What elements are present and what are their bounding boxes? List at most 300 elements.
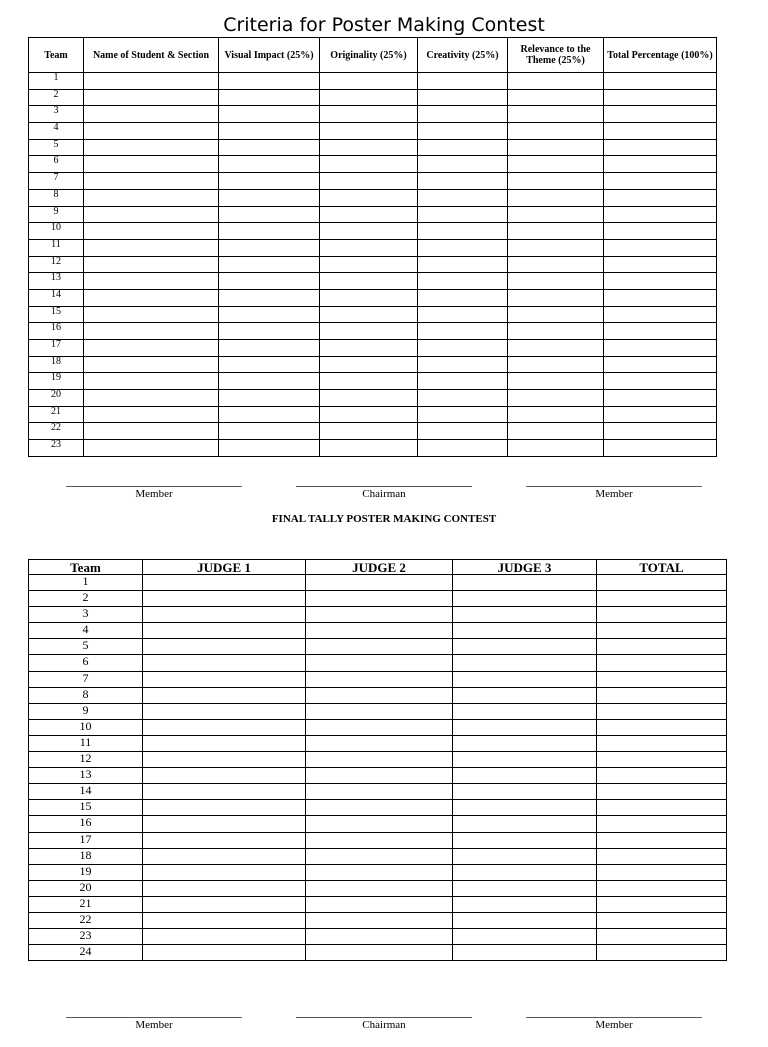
creativity-cell[interactable] <box>418 106 508 123</box>
total-cell[interactable] <box>597 800 727 816</box>
judge-2-cell[interactable] <box>306 816 453 832</box>
table-row <box>29 912 727 928</box>
visual-impact-cell[interactable] <box>219 239 320 256</box>
table-row <box>29 945 727 961</box>
total-cell[interactable] <box>597 848 727 864</box>
team-number-cell: 17 <box>29 832 143 848</box>
judge-2-cell[interactable] <box>306 912 453 928</box>
total-cell[interactable] <box>597 623 727 639</box>
total-cell[interactable] <box>597 719 727 735</box>
relevance-cell[interactable] <box>508 390 604 407</box>
total-cell[interactable] <box>597 655 727 671</box>
creativity-cell[interactable] <box>418 256 508 273</box>
relevance-cell[interactable] <box>508 323 604 340</box>
team-number-cell: 20 <box>29 880 143 896</box>
team-number-cell: 18 <box>29 356 84 373</box>
total-cell[interactable] <box>597 735 727 751</box>
signature-label: Member <box>595 1019 633 1031</box>
originality-cell[interactable] <box>320 156 418 173</box>
name-section-cell[interactable] <box>84 239 219 256</box>
judge-2-cell[interactable] <box>306 719 453 735</box>
relevance-cell[interactable] <box>508 440 604 457</box>
creativity-cell[interactable] <box>418 73 508 90</box>
column-header-total-percentage: Total Percentage (100%) <box>604 38 717 73</box>
name-section-cell[interactable] <box>84 289 219 306</box>
judge-1-cell[interactable] <box>143 671 306 687</box>
total-cell[interactable] <box>597 864 727 880</box>
visual-impact-cell[interactable] <box>219 423 320 440</box>
total-percentage-cell[interactable] <box>604 406 717 423</box>
tally-header-row <box>29 560 727 575</box>
table-row <box>29 106 717 123</box>
table-row <box>29 356 717 373</box>
judge-1-cell[interactable] <box>143 575 306 591</box>
total-cell[interactable] <box>597 784 727 800</box>
visual-impact-cell[interactable] <box>219 106 320 123</box>
team-number-cell: 15 <box>29 306 84 323</box>
judge-2-cell[interactable] <box>306 703 453 719</box>
visual-impact-cell[interactable] <box>219 223 320 240</box>
judge-3-cell[interactable] <box>453 880 597 896</box>
visual-impact-cell[interactable] <box>219 123 320 140</box>
table-row <box>29 816 727 832</box>
team-number-cell: 14 <box>29 784 143 800</box>
judge-3-cell[interactable] <box>453 864 597 880</box>
originality-cell[interactable] <box>320 356 418 373</box>
judge-2-cell[interactable] <box>306 768 453 784</box>
column-header-originality: Originality (25%) <box>320 38 418 73</box>
signature-row-top <box>0 486 768 516</box>
judge-3-cell[interactable] <box>453 575 597 591</box>
judge-3-cell[interactable] <box>453 752 597 768</box>
judge-2-cell[interactable] <box>306 575 453 591</box>
judge-3-cell[interactable] <box>453 671 597 687</box>
signature-chairman <box>296 486 472 500</box>
visual-impact-cell[interactable] <box>219 256 320 273</box>
relevance-cell[interactable] <box>508 306 604 323</box>
total-percentage-cell[interactable] <box>604 89 717 106</box>
team-number-cell: 24 <box>29 945 143 961</box>
signature-label: Chairman <box>362 488 406 500</box>
total-cell[interactable] <box>597 945 727 961</box>
name-section-cell[interactable] <box>84 123 219 140</box>
judge-3-cell[interactable] <box>453 591 597 607</box>
visual-impact-cell[interactable] <box>219 173 320 190</box>
originality-cell[interactable] <box>320 189 418 206</box>
relevance-cell[interactable] <box>508 106 604 123</box>
team-number-cell: 13 <box>29 768 143 784</box>
judge-2-cell[interactable] <box>306 800 453 816</box>
creativity-cell[interactable] <box>418 406 508 423</box>
total-percentage-cell[interactable] <box>604 390 717 407</box>
judge-2-cell[interactable] <box>306 880 453 896</box>
visual-impact-cell[interactable] <box>219 406 320 423</box>
judge-3-cell[interactable] <box>453 639 597 655</box>
relevance-cell[interactable] <box>508 406 604 423</box>
judge-2-cell[interactable] <box>306 848 453 864</box>
name-section-cell[interactable] <box>84 223 219 240</box>
table-row <box>29 800 727 816</box>
table-row <box>29 735 727 751</box>
table-row <box>29 73 717 90</box>
judge-2-cell[interactable] <box>306 929 453 945</box>
relevance-cell[interactable] <box>508 289 604 306</box>
column-header-visual-impact: Visual Impact (25%) <box>219 38 320 73</box>
originality-cell[interactable] <box>320 306 418 323</box>
originality-cell[interactable] <box>320 123 418 140</box>
total-percentage-cell[interactable] <box>604 139 717 156</box>
judge-2-cell[interactable] <box>306 687 453 703</box>
name-section-cell[interactable] <box>84 423 219 440</box>
name-section-cell[interactable] <box>84 340 219 357</box>
signature-line <box>526 486 702 487</box>
total-percentage-cell[interactable] <box>604 123 717 140</box>
total-percentage-cell[interactable] <box>604 256 717 273</box>
originality-cell[interactable] <box>320 106 418 123</box>
team-number-cell: 7 <box>29 173 84 190</box>
creativity-cell[interactable] <box>418 139 508 156</box>
total-percentage-cell[interactable] <box>604 340 717 357</box>
creativity-cell[interactable] <box>418 423 508 440</box>
judge-1-cell[interactable] <box>143 816 306 832</box>
relevance-cell[interactable] <box>508 356 604 373</box>
total-cell[interactable] <box>597 671 727 687</box>
judge-3-cell[interactable] <box>453 687 597 703</box>
visual-impact-cell[interactable] <box>219 306 320 323</box>
total-cell[interactable] <box>597 752 727 768</box>
total-percentage-cell[interactable] <box>604 73 717 90</box>
signature-row-bottom <box>0 1017 768 1047</box>
creativity-cell[interactable] <box>418 390 508 407</box>
signature-label: Member <box>135 1019 173 1031</box>
name-section-cell[interactable] <box>84 273 219 290</box>
judge-1-cell[interactable] <box>143 945 306 961</box>
name-section-cell[interactable] <box>84 256 219 273</box>
total-cell[interactable] <box>597 687 727 703</box>
originality-cell[interactable] <box>320 440 418 457</box>
table-row <box>29 423 717 440</box>
judge-1-cell[interactable] <box>143 784 306 800</box>
originality-cell[interactable] <box>320 239 418 256</box>
tally-table-body <box>29 575 727 961</box>
judge-1-cell[interactable] <box>143 623 306 639</box>
total-cell[interactable] <box>597 703 727 719</box>
total-percentage-cell[interactable] <box>604 356 717 373</box>
visual-impact-cell[interactable] <box>219 139 320 156</box>
name-section-cell[interactable] <box>84 440 219 457</box>
creativity-cell[interactable] <box>418 173 508 190</box>
judge-3-cell[interactable] <box>453 655 597 671</box>
visual-impact-cell[interactable] <box>219 390 320 407</box>
originality-cell[interactable] <box>320 323 418 340</box>
creativity-cell[interactable] <box>418 440 508 457</box>
total-cell[interactable] <box>597 896 727 912</box>
visual-impact-cell[interactable] <box>219 206 320 223</box>
name-section-cell[interactable] <box>84 189 219 206</box>
table-row <box>29 896 727 912</box>
team-number-cell: 1 <box>29 73 84 90</box>
relevance-cell[interactable] <box>508 223 604 240</box>
judge-2-cell[interactable] <box>306 655 453 671</box>
criteria-header-row <box>29 38 717 73</box>
table-row <box>29 239 717 256</box>
judge-3-cell[interactable] <box>453 607 597 623</box>
judge-1-cell[interactable] <box>143 719 306 735</box>
visual-impact-cell[interactable] <box>219 289 320 306</box>
creativity-cell[interactable] <box>418 373 508 390</box>
judge-3-cell[interactable] <box>453 848 597 864</box>
judge-1-cell[interactable] <box>143 607 306 623</box>
judge-3-cell[interactable] <box>453 896 597 912</box>
team-number-cell: 16 <box>29 816 143 832</box>
judge-1-cell[interactable] <box>143 912 306 928</box>
originality-cell[interactable] <box>320 173 418 190</box>
total-percentage-cell[interactable] <box>604 239 717 256</box>
table-row <box>29 639 727 655</box>
name-section-cell[interactable] <box>84 73 219 90</box>
visual-impact-cell[interactable] <box>219 340 320 357</box>
total-cell[interactable] <box>597 880 727 896</box>
judge-2-cell[interactable] <box>306 623 453 639</box>
signature-line <box>66 486 242 487</box>
signature-label: Chairman <box>362 1019 406 1031</box>
visual-impact-cell[interactable] <box>219 356 320 373</box>
table-row <box>29 440 717 457</box>
creativity-cell[interactable] <box>418 123 508 140</box>
creativity-cell[interactable] <box>418 206 508 223</box>
judge-2-cell[interactable] <box>306 832 453 848</box>
originality-cell[interactable] <box>320 373 418 390</box>
originality-cell[interactable] <box>320 340 418 357</box>
judge-3-cell[interactable] <box>453 735 597 751</box>
creativity-cell[interactable] <box>418 289 508 306</box>
creativity-cell[interactable] <box>418 273 508 290</box>
judge-3-cell[interactable] <box>453 945 597 961</box>
visual-impact-cell[interactable] <box>219 373 320 390</box>
creativity-cell[interactable] <box>418 340 508 357</box>
table-row <box>29 323 717 340</box>
judge-1-cell[interactable] <box>143 832 306 848</box>
total-percentage-cell[interactable] <box>604 206 717 223</box>
team-number-cell: 19 <box>29 864 143 880</box>
judge-1-cell[interactable] <box>143 655 306 671</box>
judge-1-cell[interactable] <box>143 800 306 816</box>
judge-1-cell[interactable] <box>143 703 306 719</box>
originality-cell[interactable] <box>320 223 418 240</box>
judge-3-cell[interactable] <box>453 768 597 784</box>
judge-1-cell[interactable] <box>143 639 306 655</box>
criteria-table-body <box>29 73 717 457</box>
table-row <box>29 591 727 607</box>
total-cell[interactable] <box>597 639 727 655</box>
judge-1-cell[interactable] <box>143 591 306 607</box>
total-cell[interactable] <box>597 912 727 928</box>
table-row <box>29 832 727 848</box>
judge-2-cell[interactable] <box>306 752 453 768</box>
visual-impact-cell[interactable] <box>219 73 320 90</box>
team-number-cell: 20 <box>29 390 84 407</box>
table-row <box>29 848 727 864</box>
creativity-cell[interactable] <box>418 189 508 206</box>
total-percentage-cell[interactable] <box>604 289 717 306</box>
table-row <box>29 306 717 323</box>
relevance-cell[interactable] <box>508 123 604 140</box>
judge-2-cell[interactable] <box>306 639 453 655</box>
team-number-cell: 16 <box>29 323 84 340</box>
judge-2-cell[interactable] <box>306 735 453 751</box>
signature-line <box>296 1017 472 1018</box>
total-percentage-cell[interactable] <box>604 189 717 206</box>
table-row <box>29 223 717 240</box>
creativity-cell[interactable] <box>418 239 508 256</box>
total-percentage-cell[interactable] <box>604 156 717 173</box>
visual-impact-cell[interactable] <box>219 273 320 290</box>
total-cell[interactable] <box>597 832 727 848</box>
judge-3-cell[interactable] <box>453 703 597 719</box>
column-header-creativity: Creativity (25%) <box>418 38 508 73</box>
judge-2-cell[interactable] <box>306 784 453 800</box>
originality-cell[interactable] <box>320 406 418 423</box>
originality-cell[interactable] <box>320 390 418 407</box>
originality-cell[interactable] <box>320 73 418 90</box>
judge-2-cell[interactable] <box>306 945 453 961</box>
team-number-cell: 9 <box>29 703 143 719</box>
creativity-cell[interactable] <box>418 156 508 173</box>
total-cell[interactable] <box>597 591 727 607</box>
judge-2-cell[interactable] <box>306 896 453 912</box>
visual-impact-cell[interactable] <box>219 440 320 457</box>
originality-cell[interactable] <box>320 289 418 306</box>
visual-impact-cell[interactable] <box>219 89 320 106</box>
visual-impact-cell[interactable] <box>219 189 320 206</box>
creativity-cell[interactable] <box>418 356 508 373</box>
relevance-cell[interactable] <box>508 340 604 357</box>
name-section-cell[interactable] <box>84 390 219 407</box>
name-section-cell[interactable] <box>84 306 219 323</box>
signature-label: Member <box>135 488 173 500</box>
relevance-cell[interactable] <box>508 73 604 90</box>
judge-2-cell[interactable] <box>306 591 453 607</box>
originality-cell[interactable] <box>320 273 418 290</box>
total-percentage-cell[interactable] <box>604 173 717 190</box>
judge-3-cell[interactable] <box>453 929 597 945</box>
name-section-cell[interactable] <box>84 173 219 190</box>
creativity-cell[interactable] <box>418 223 508 240</box>
judge-3-cell[interactable] <box>453 719 597 735</box>
creativity-cell[interactable] <box>418 89 508 106</box>
judge-1-cell[interactable] <box>143 864 306 880</box>
team-number-cell: 7 <box>29 671 143 687</box>
team-number-cell: 23 <box>29 929 143 945</box>
team-number-cell: 2 <box>29 89 84 106</box>
relevance-cell[interactable] <box>508 239 604 256</box>
name-section-cell[interactable] <box>84 373 219 390</box>
team-number-cell: 6 <box>29 156 84 173</box>
judge-3-cell[interactable] <box>453 816 597 832</box>
total-percentage-cell[interactable] <box>604 273 717 290</box>
total-percentage-cell[interactable] <box>604 323 717 340</box>
name-section-cell[interactable] <box>84 139 219 156</box>
table-row <box>29 273 717 290</box>
visual-impact-cell[interactable] <box>219 323 320 340</box>
originality-cell[interactable] <box>320 139 418 156</box>
relevance-cell[interactable] <box>508 173 604 190</box>
creativity-cell[interactable] <box>418 306 508 323</box>
judge-3-cell[interactable] <box>453 623 597 639</box>
relevance-cell[interactable] <box>508 156 604 173</box>
judge-1-cell[interactable] <box>143 929 306 945</box>
team-number-cell: 3 <box>29 106 84 123</box>
originality-cell[interactable] <box>320 206 418 223</box>
total-percentage-cell[interactable] <box>604 223 717 240</box>
total-cell[interactable] <box>597 607 727 623</box>
relevance-cell[interactable] <box>508 273 604 290</box>
relevance-cell[interactable] <box>508 89 604 106</box>
relevance-cell[interactable] <box>508 139 604 156</box>
name-section-cell[interactable] <box>84 206 219 223</box>
relevance-cell[interactable] <box>508 423 604 440</box>
judge-1-cell[interactable] <box>143 735 306 751</box>
judge-1-cell[interactable] <box>143 687 306 703</box>
table-row <box>29 256 717 273</box>
creativity-cell[interactable] <box>418 323 508 340</box>
originality-cell[interactable] <box>320 89 418 106</box>
total-cell[interactable] <box>597 816 727 832</box>
total-percentage-cell[interactable] <box>604 423 717 440</box>
name-section-cell[interactable] <box>84 356 219 373</box>
judge-1-cell[interactable] <box>143 880 306 896</box>
team-number-cell: 19 <box>29 373 84 390</box>
judge-3-cell[interactable] <box>453 832 597 848</box>
signature-member-left <box>66 1017 242 1031</box>
judge-3-cell[interactable] <box>453 912 597 928</box>
relevance-cell[interactable] <box>508 256 604 273</box>
judge-2-cell[interactable] <box>306 671 453 687</box>
name-section-cell[interactable] <box>84 106 219 123</box>
relevance-cell[interactable] <box>508 206 604 223</box>
total-cell[interactable] <box>597 929 727 945</box>
relevance-cell[interactable] <box>508 373 604 390</box>
total-percentage-cell[interactable] <box>604 440 717 457</box>
judge-2-cell[interactable] <box>306 607 453 623</box>
total-cell[interactable] <box>597 575 727 591</box>
judge-1-cell[interactable] <box>143 896 306 912</box>
name-section-cell[interactable] <box>84 323 219 340</box>
judge-3-cell[interactable] <box>453 800 597 816</box>
signature-line <box>526 1017 702 1018</box>
total-percentage-cell[interactable] <box>604 373 717 390</box>
originality-cell[interactable] <box>320 423 418 440</box>
signature-line <box>296 486 472 487</box>
judge-3-cell[interactable] <box>453 784 597 800</box>
judge-1-cell[interactable] <box>143 768 306 784</box>
name-section-cell[interactable] <box>84 406 219 423</box>
name-section-cell[interactable] <box>84 156 219 173</box>
judge-1-cell[interactable] <box>143 848 306 864</box>
table-row <box>29 123 717 140</box>
name-section-cell[interactable] <box>84 89 219 106</box>
judge-2-cell[interactable] <box>306 864 453 880</box>
relevance-cell[interactable] <box>508 189 604 206</box>
total-cell[interactable] <box>597 768 727 784</box>
judge-1-cell[interactable] <box>143 752 306 768</box>
visual-impact-cell[interactable] <box>219 156 320 173</box>
team-number-cell: 17 <box>29 340 84 357</box>
total-percentage-cell[interactable] <box>604 106 717 123</box>
total-percentage-cell[interactable] <box>604 306 717 323</box>
team-number-cell: 18 <box>29 848 143 864</box>
originality-cell[interactable] <box>320 256 418 273</box>
